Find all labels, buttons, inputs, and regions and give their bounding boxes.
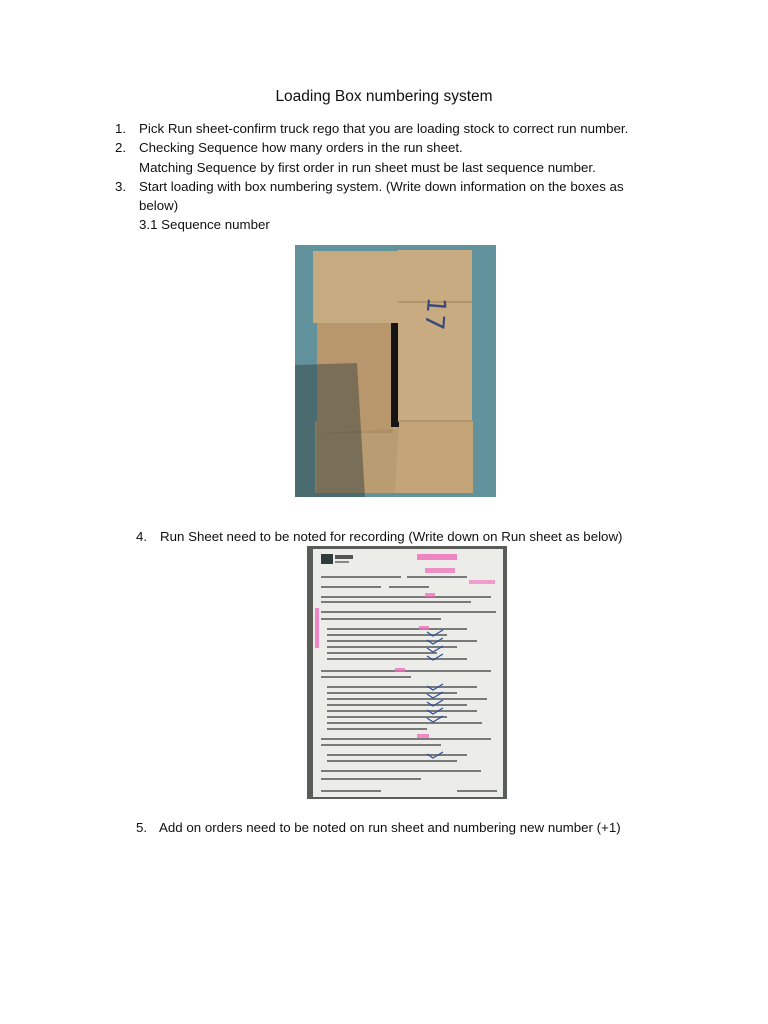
item-2-continuation: Matching Sequence by first order in run sheet must be last sequence number. <box>139 160 596 175</box>
item-4-text: Run Sheet need to be noted for recording (Write down on Run sheet as below) <box>160 529 623 544</box>
page-title: Loading Box numbering system <box>275 88 493 105</box>
run-sheet-photo <box>307 546 507 799</box>
box-right-flap <box>398 250 472 422</box>
item-3-continuation: below) <box>139 198 179 213</box>
item-1-number: 1. <box>115 121 127 136</box>
item-3-subitem: 3.1 Sequence number <box>139 217 270 232</box>
item-3-text: Start loading with box numbering system. (Write down information on the boxes as <box>139 179 624 194</box>
item-2-text: Checking Sequence how many orders in the run sheet. <box>139 140 463 155</box>
box-photo-svg <box>295 245 496 497</box>
item-5-text: Add on orders need to be noted on run sheet and numbering new number (+1) <box>159 820 621 835</box>
box-top-left-flap <box>313 251 399 323</box>
item-5-number: 5. <box>136 820 148 835</box>
run-sheet-photo-svg <box>307 546 507 799</box>
highlight-note <box>417 554 457 560</box>
box-gap <box>391 323 399 427</box>
item-4-number: 4. <box>136 529 148 544</box>
item-1-text: Pick Run sheet-confirm truck rego that you are loading stock to correct run number. <box>139 121 629 136</box>
item-2-number: 2. <box>115 140 127 155</box>
item-3-number: 3. <box>115 179 127 194</box>
handwritten-sequence-number: 17 <box>418 295 451 332</box>
box-photo <box>295 245 496 497</box>
